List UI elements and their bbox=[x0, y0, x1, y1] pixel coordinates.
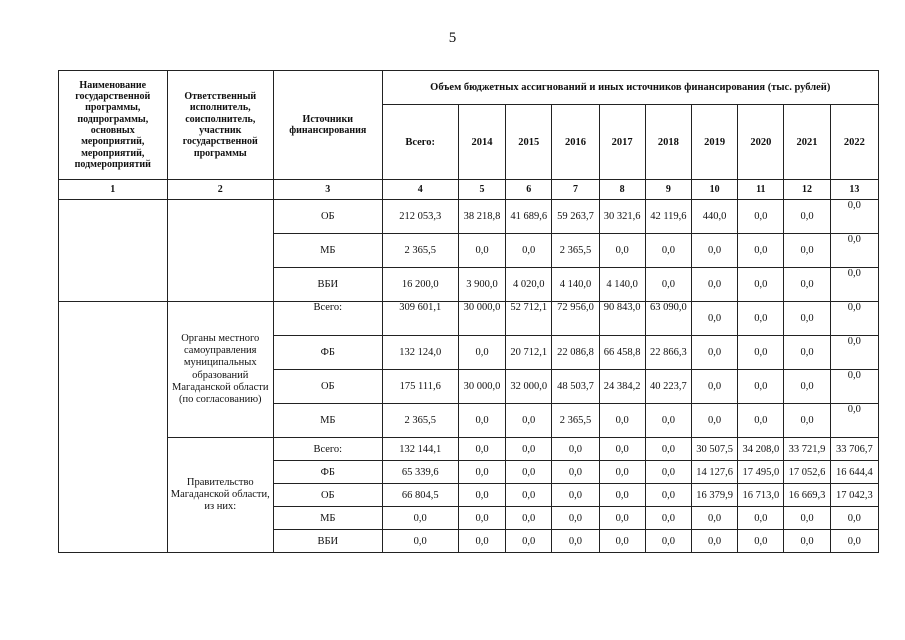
value-cell: 0,0 bbox=[458, 484, 505, 507]
value-cell: 48 503,7 bbox=[552, 370, 599, 404]
column-number: 10 bbox=[691, 180, 737, 200]
value-cell: 14 127,6 bbox=[691, 461, 737, 484]
source-cell: ОБ bbox=[274, 200, 383, 234]
column-number: 8 bbox=[599, 180, 645, 200]
source-cell: ОБ bbox=[274, 484, 383, 507]
value-cell: 0,0 bbox=[691, 370, 737, 404]
value-cell: 0,0 bbox=[691, 530, 737, 553]
value-cell: 38 218,8 bbox=[458, 200, 505, 234]
value-cell: 0,0 bbox=[691, 268, 737, 302]
value-cell: 0,0 bbox=[458, 507, 505, 530]
value-cell: 66 458,8 bbox=[599, 336, 645, 370]
value-cell: 30 321,6 bbox=[599, 200, 645, 234]
value-cell: 0,0 bbox=[458, 461, 505, 484]
value-cell: 0,0 bbox=[830, 370, 878, 404]
value-cell: 33 721,9 bbox=[784, 438, 830, 461]
value-cell: 0,0 bbox=[738, 370, 784, 404]
source-cell: Всего: bbox=[274, 438, 383, 461]
value-cell: 0,0 bbox=[738, 404, 784, 438]
header-year: 2019 bbox=[691, 105, 737, 180]
source-cell: ФБ bbox=[274, 336, 383, 370]
value-cell: 0,0 bbox=[599, 507, 645, 530]
value-cell: 0,0 bbox=[738, 234, 784, 268]
value-cell: 32 000,0 bbox=[506, 370, 552, 404]
value-cell: 0,0 bbox=[552, 530, 599, 553]
responsible-cell bbox=[167, 200, 274, 302]
value-cell: 0,0 bbox=[830, 530, 878, 553]
value-cell: 4 020,0 bbox=[506, 268, 552, 302]
value-cell: 0,0 bbox=[645, 404, 691, 438]
value-cell: 0,0 bbox=[382, 530, 458, 553]
column-number: 6 bbox=[506, 180, 552, 200]
header-year: 2014 bbox=[458, 105, 505, 180]
source-cell: ВБИ bbox=[274, 268, 383, 302]
value-cell: 0,0 bbox=[784, 530, 830, 553]
value-cell: 17 042,3 bbox=[830, 484, 878, 507]
value-cell: 30 507,5 bbox=[691, 438, 737, 461]
column-number: 7 bbox=[552, 180, 599, 200]
value-cell: 0,0 bbox=[645, 484, 691, 507]
value-cell: 0,0 bbox=[599, 438, 645, 461]
value-cell: 0,0 bbox=[506, 530, 552, 553]
page-number: 5 bbox=[448, 30, 457, 46]
value-cell: 2 365,5 bbox=[552, 234, 599, 268]
value-cell: 4 140,0 bbox=[552, 268, 599, 302]
value-cell: 0,0 bbox=[830, 404, 878, 438]
value-cell: 0,0 bbox=[552, 438, 599, 461]
value-cell: 0,0 bbox=[691, 302, 737, 336]
value-cell: 17 052,6 bbox=[784, 461, 830, 484]
header-total: Всего: bbox=[382, 105, 458, 180]
header-year: 2021 bbox=[784, 105, 830, 180]
value-cell: 2 365,5 bbox=[552, 404, 599, 438]
value-cell: 0,0 bbox=[830, 302, 878, 336]
column-number: 1 bbox=[59, 180, 168, 200]
value-cell: 175 111,6 bbox=[382, 370, 458, 404]
column-number: 3 bbox=[274, 180, 383, 200]
value-cell: 22 866,3 bbox=[645, 336, 691, 370]
value-cell: 0,0 bbox=[506, 461, 552, 484]
header-year: 2022 bbox=[830, 105, 878, 180]
value-cell: 0,0 bbox=[645, 530, 691, 553]
source-cell: ВБИ bbox=[274, 530, 383, 553]
value-cell: 0,0 bbox=[645, 438, 691, 461]
header-year: 2020 bbox=[738, 105, 784, 180]
header-source: Источники финансирования bbox=[274, 71, 383, 180]
header-name: Наименование государственной программы, подпрограммы, основных мероприятий, мероприятий, подмероприятий bbox=[59, 71, 168, 180]
responsible-cell: Органы местного самоуправления муниципальных образований Магаданской области (по согласованию) bbox=[167, 302, 274, 438]
column-number: 9 bbox=[645, 180, 691, 200]
value-cell: 440,0 bbox=[691, 200, 737, 234]
value-cell: 0,0 bbox=[645, 234, 691, 268]
value-cell: 0,0 bbox=[458, 438, 505, 461]
value-cell: 0,0 bbox=[738, 302, 784, 336]
value-cell: 40 223,7 bbox=[645, 370, 691, 404]
column-number: 2 bbox=[167, 180, 274, 200]
value-cell: 212 053,3 bbox=[382, 200, 458, 234]
value-cell: 30 000,0 bbox=[458, 302, 505, 336]
value-cell: 0,0 bbox=[599, 234, 645, 268]
value-cell: 2 365,5 bbox=[382, 234, 458, 268]
value-cell: 0,0 bbox=[784, 370, 830, 404]
value-cell: 0,0 bbox=[738, 200, 784, 234]
table-row bbox=[59, 438, 879, 461]
value-cell: 0,0 bbox=[599, 530, 645, 553]
value-cell: 33 706,7 bbox=[830, 438, 878, 461]
program-name-cell bbox=[59, 200, 168, 302]
value-cell: 66 804,5 bbox=[382, 484, 458, 507]
value-cell: 0,0 bbox=[784, 268, 830, 302]
value-cell: 72 956,0 bbox=[552, 302, 599, 336]
value-cell: 0,0 bbox=[506, 234, 552, 268]
source-cell: МБ bbox=[274, 234, 383, 268]
header-year: 2016 bbox=[552, 105, 599, 180]
column-number: 4 bbox=[382, 180, 458, 200]
value-cell: 309 601,1 bbox=[382, 302, 458, 336]
value-cell: 0,0 bbox=[599, 404, 645, 438]
value-cell: 0,0 bbox=[506, 438, 552, 461]
column-number: 5 bbox=[458, 180, 505, 200]
responsible-cell: Правительство Магаданской области, из них: bbox=[167, 438, 274, 553]
value-cell: 34 208,0 bbox=[738, 438, 784, 461]
value-cell: 0,0 bbox=[458, 336, 505, 370]
budget-table bbox=[58, 70, 879, 553]
value-cell: 0,0 bbox=[599, 461, 645, 484]
value-cell: 0,0 bbox=[784, 302, 830, 336]
value-cell: 0,0 bbox=[691, 404, 737, 438]
value-cell: 132 124,0 bbox=[382, 336, 458, 370]
header-year: 2017 bbox=[599, 105, 645, 180]
source-cell: ФБ bbox=[274, 461, 383, 484]
value-cell: 132 144,1 bbox=[382, 438, 458, 461]
value-cell: 0,0 bbox=[506, 484, 552, 507]
value-cell: 65 339,6 bbox=[382, 461, 458, 484]
value-cell: 42 119,6 bbox=[645, 200, 691, 234]
table-row bbox=[59, 200, 879, 234]
value-cell: 16 644,4 bbox=[830, 461, 878, 484]
value-cell: 59 263,7 bbox=[552, 200, 599, 234]
header-year: 2015 bbox=[506, 105, 552, 180]
value-cell: 0,0 bbox=[552, 461, 599, 484]
value-cell: 0,0 bbox=[830, 336, 878, 370]
value-cell: 17 495,0 bbox=[738, 461, 784, 484]
value-cell: 0,0 bbox=[830, 200, 878, 234]
value-cell: 0,0 bbox=[784, 234, 830, 268]
program-name-cell bbox=[59, 302, 168, 553]
value-cell: 16 379,9 bbox=[691, 484, 737, 507]
value-cell: 0,0 bbox=[599, 484, 645, 507]
value-cell: 0,0 bbox=[738, 268, 784, 302]
value-cell: 90 843,0 bbox=[599, 302, 645, 336]
value-cell: 0,0 bbox=[784, 404, 830, 438]
value-cell: 0,0 bbox=[691, 234, 737, 268]
header-year: 2018 bbox=[645, 105, 691, 180]
value-cell: 0,0 bbox=[506, 404, 552, 438]
value-cell: 0,0 bbox=[784, 200, 830, 234]
value-cell: 22 086,8 bbox=[552, 336, 599, 370]
value-cell: 0,0 bbox=[382, 507, 458, 530]
header-volume: Объем бюджетных ассигнований и иных источников финансирования (тыс. рублей) bbox=[382, 71, 878, 105]
value-cell: 0,0 bbox=[458, 530, 505, 553]
value-cell: 16 713,0 bbox=[738, 484, 784, 507]
table-row bbox=[59, 302, 879, 336]
value-cell: 0,0 bbox=[738, 336, 784, 370]
value-cell: 63 090,0 bbox=[645, 302, 691, 336]
column-number: 11 bbox=[738, 180, 784, 200]
source-cell: МБ bbox=[274, 404, 383, 438]
column-number: 13 bbox=[830, 180, 878, 200]
value-cell: 3 900,0 bbox=[458, 268, 505, 302]
value-cell: 0,0 bbox=[738, 530, 784, 553]
value-cell: 0,0 bbox=[645, 268, 691, 302]
source-cell: МБ bbox=[274, 507, 383, 530]
header-responsible: Ответственный исполнитель, соисполнитель, участник государственной программы bbox=[167, 71, 274, 180]
value-cell: 0,0 bbox=[645, 507, 691, 530]
value-cell: 0,0 bbox=[784, 507, 830, 530]
value-cell: 0,0 bbox=[738, 507, 784, 530]
value-cell: 0,0 bbox=[552, 507, 599, 530]
value-cell: 20 712,1 bbox=[506, 336, 552, 370]
value-cell: 16 669,3 bbox=[784, 484, 830, 507]
column-number-row bbox=[59, 180, 879, 200]
source-cell: ОБ bbox=[274, 370, 383, 404]
value-cell: 30 000,0 bbox=[458, 370, 505, 404]
value-cell: 0,0 bbox=[458, 234, 505, 268]
value-cell: 0,0 bbox=[691, 336, 737, 370]
value-cell: 24 384,2 bbox=[599, 370, 645, 404]
value-cell: 0,0 bbox=[830, 268, 878, 302]
value-cell: 0,0 bbox=[784, 336, 830, 370]
source-cell: Всего: bbox=[274, 302, 383, 336]
value-cell: 41 689,6 bbox=[506, 200, 552, 234]
value-cell: 0,0 bbox=[830, 507, 878, 530]
value-cell: 0,0 bbox=[552, 484, 599, 507]
value-cell: 0,0 bbox=[458, 404, 505, 438]
value-cell: 0,0 bbox=[830, 234, 878, 268]
value-cell: 0,0 bbox=[691, 507, 737, 530]
column-number: 12 bbox=[784, 180, 830, 200]
value-cell: 2 365,5 bbox=[382, 404, 458, 438]
value-cell: 0,0 bbox=[506, 507, 552, 530]
value-cell: 0,0 bbox=[645, 461, 691, 484]
value-cell: 52 712,1 bbox=[506, 302, 552, 336]
value-cell: 4 140,0 bbox=[599, 268, 645, 302]
value-cell: 16 200,0 bbox=[382, 268, 458, 302]
